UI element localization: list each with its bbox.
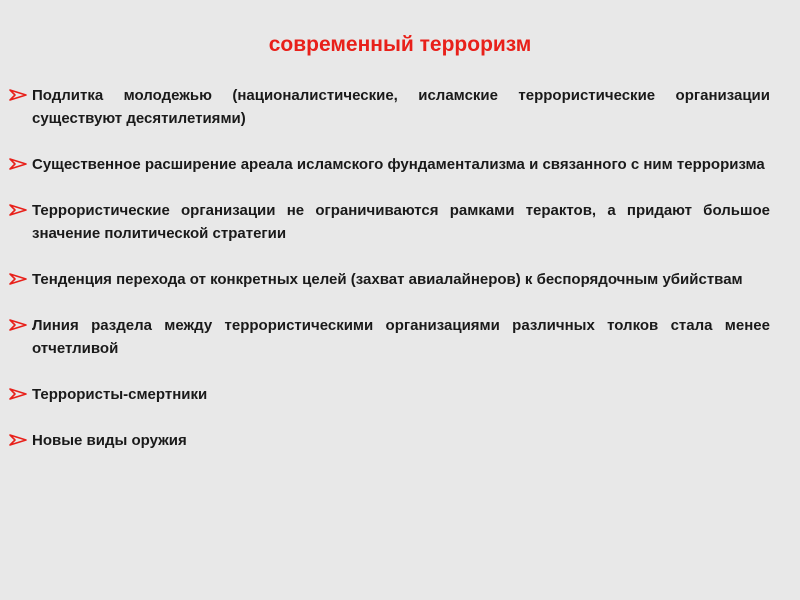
- list-item-text: Террористы-смертники: [32, 386, 208, 403]
- list-item: [8, 84, 770, 130]
- list-item-text: Тенденция перехода от конкретных целей (захват авиалайнеров) к беспорядочным убийствам: [32, 271, 743, 288]
- arrow-bullet-icon: [8, 315, 30, 335]
- list-item: [8, 153, 770, 176]
- arrow-bullet-icon: [8, 154, 30, 174]
- slide-title: современный терроризм: [268, 33, 532, 56]
- bullet-list: [8, 84, 770, 475]
- list-item-text: Подлитка молодежью (националистические, исламские террористические организации существуют десятилетиями): [32, 87, 770, 127]
- list-item: [8, 383, 770, 406]
- list-item: [8, 314, 770, 360]
- list-item-text: Террористические организации не ограничиваются рамками терактов, а придают большое значение политической стратегии: [32, 202, 770, 242]
- arrow-bullet-icon: [8, 384, 30, 404]
- arrow-bullet-icon: [8, 85, 30, 105]
- arrow-bullet-icon: [8, 269, 30, 289]
- arrow-bullet-icon: [8, 200, 30, 220]
- list-item-text: Новые виды оружия: [32, 432, 187, 449]
- list-item: [8, 199, 770, 245]
- list-item: [8, 268, 770, 291]
- list-item: [8, 429, 770, 452]
- list-item-text: Линия раздела между террористическими организациями различных толков стала менее отчетливой: [32, 317, 770, 357]
- arrow-bullet-icon: [8, 430, 30, 450]
- list-item-text: Существенное расширение ареала исламского фундаментализма и связанного с ним терроризма: [32, 156, 765, 173]
